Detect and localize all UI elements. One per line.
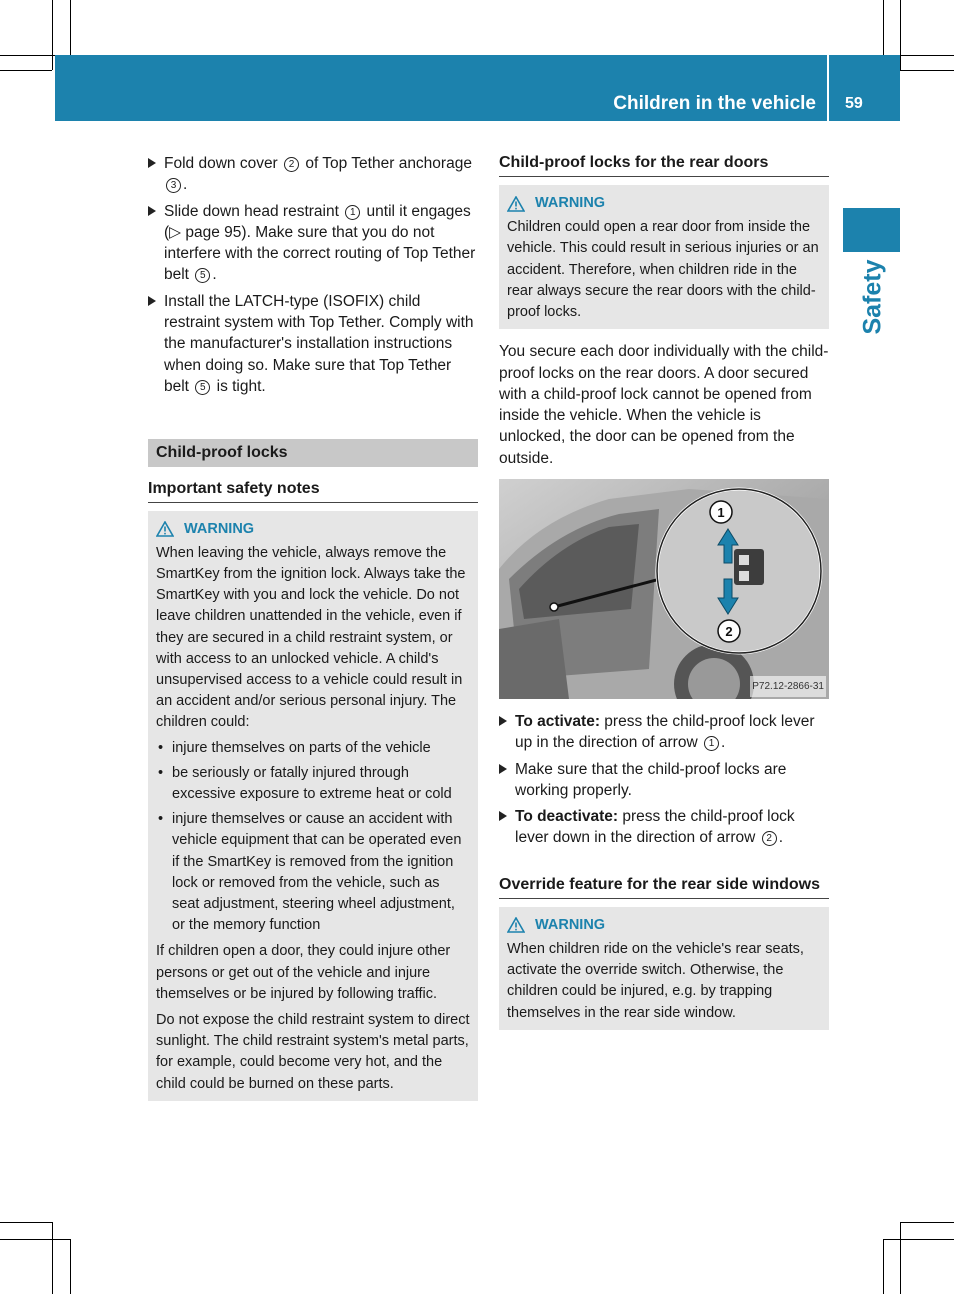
right-column [499,153,829,1030]
car-door-illustration [499,479,829,699]
warning-title: WARNING [535,195,606,211]
step-text: press the child-proof lock lever up in the direction of arrow [515,713,815,752]
callout-number: 5 [195,380,210,395]
callout-number: 1 [345,205,360,220]
warning-box [148,511,478,1101]
step-text: . [183,176,188,194]
step-text: Slide down head restraint [164,202,344,220]
crop-mark [0,1239,70,1240]
chapter-tab [843,208,900,252]
page-number: 59 [845,95,863,112]
step-text: is tight. [212,377,266,395]
image-code: P72.12-2866-31 [750,676,826,697]
crop-mark [900,0,901,70]
chapter-label [838,259,908,335]
left-column [148,153,478,1101]
callout-number: 2 [762,831,777,846]
instruction-step [148,291,478,397]
warning-title: WARNING [184,520,255,537]
vehicle-door-photo [499,479,829,699]
step-text: of Top Tether anchorage [301,155,472,172]
crop-mark [883,0,884,55]
callout-1: 1 [717,505,725,520]
step-text: until it engages (▷ page 95). Make sure that you do not interfere with the correct routing of Top Tether belt [164,202,476,284]
crop-mark [0,1222,52,1223]
body-text: You secure each door individually with the child-proof locks on the rear doors. A door secured with a child-proof lock cannot be opened from inside the vehicle. When the vehicle is unlocked, the door can be opened from the outside. [499,343,829,467]
step-text: . [212,266,217,284]
crop-mark [883,1239,954,1240]
callout-number: 2 [284,157,299,172]
step-arrow-icon [148,206,156,216]
subheading: Override feature for the rear side windows [499,875,829,899]
crop-mark [900,55,954,56]
section-title: Child-proof locks [148,439,478,466]
callout-2: 2 [725,624,733,639]
warning-box [499,907,829,1030]
warning-text: Do not expose the child restraint system to direct sunlight. The child restraint system's metal parts, for example, could become very hot, and the child could be burned on these parts. [156,1012,470,1092]
step-arrow-icon [499,764,507,774]
crop-mark [0,55,55,56]
crop-mark [0,70,52,71]
step-arrow-icon [148,158,156,168]
warning-bullet: • injure themselves or cause an accident with vehicle equipment that can be operated even if the SmartKey is removed from the ignition lock or removed from the vehicle, such as seat adjustment, steering wheel adjustment, or the memory function [156,809,470,936]
instruction-step [148,153,478,196]
crop-mark [70,1239,71,1294]
step-arrow-icon [148,296,156,306]
crop-mark [900,70,954,71]
warning-text: When leaving the vehicle, always remove the SmartKey from the ignition lock. Always take the SmartKey with you and lock the vehicle. Do not leave children unattended in the vehicle, even if they are secured in a child restraint system, or with access to an unlocked vehicle. A child's unsupervised access to a vehicle could result in an accident and/or serious personal injury. The children could: [156,544,466,731]
crop-mark [900,1222,954,1223]
instruction-step [499,759,829,802]
step-text: Make sure that the child-proof locks are working properly. [515,760,787,799]
warning-box [499,185,829,329]
crop-mark [52,0,53,70]
step-label: To deactivate: [515,808,619,826]
warning-triangle-icon [507,196,525,212]
warning-triangle-icon [507,917,525,933]
warning-triangle-icon [156,521,174,537]
warning-header [156,519,470,540]
callout-number: 5 [195,268,210,283]
instruction-step [499,711,829,754]
step-text: Fold down cover [164,155,283,172]
header-bar [55,55,900,121]
chapter-label-text: Safety [858,259,887,335]
step-text: press the child-proof lock lever down in the direction of arrow [515,808,795,847]
warning-text: Children could open a rear door from inside the vehicle. This could result in serious injuries or an accident. Therefore, when children ride in the rear always secure the rear doors with the child-proof locks. [507,219,819,321]
step-text: . [720,734,726,752]
crop-mark [70,0,71,55]
step-label: To activate: [515,713,600,730]
header-title: Children in the vehicle [613,93,816,114]
step-text: . [778,829,783,847]
subheading: Child-proof locks for the rear doors [499,153,829,177]
warning-header [507,915,821,936]
crop-mark [52,1222,53,1294]
warning-header [507,193,821,214]
callout-number: 3 [166,178,181,193]
warning-text: If children open a door, they could injure other persons or get out of the vehicle and injure themselves or be injured by following traffic. [156,943,451,1002]
step-arrow-icon [499,716,507,726]
header-separator [827,55,829,121]
step-arrow-icon [499,811,507,821]
callout-number: 1 [704,736,719,751]
instruction-step [499,806,829,849]
warning-text: When children ride on the vehicle's rear seats, activate the override switch. Otherwise, the children could be injured, e.g. by trapping themselves in the rear side window. [507,940,804,1021]
crop-mark [883,1239,884,1294]
warning-title: WARNING [535,916,606,933]
instruction-step [148,201,478,286]
crop-mark [900,1222,901,1294]
subheading: Important safety notes [148,479,478,503]
warning-bullet: • injure themselves on parts of the vehicle [156,738,470,759]
warning-bullet: • be seriously or fatally injured through excessive exposure to extreme heat or cold [156,763,470,805]
step-text: Install the LATCH-type (ISOFIX) child restraint system with Top Tether. Comply with the manufacturer's installation instructions when doing so. Make sure that Top Tether belt [164,292,474,395]
